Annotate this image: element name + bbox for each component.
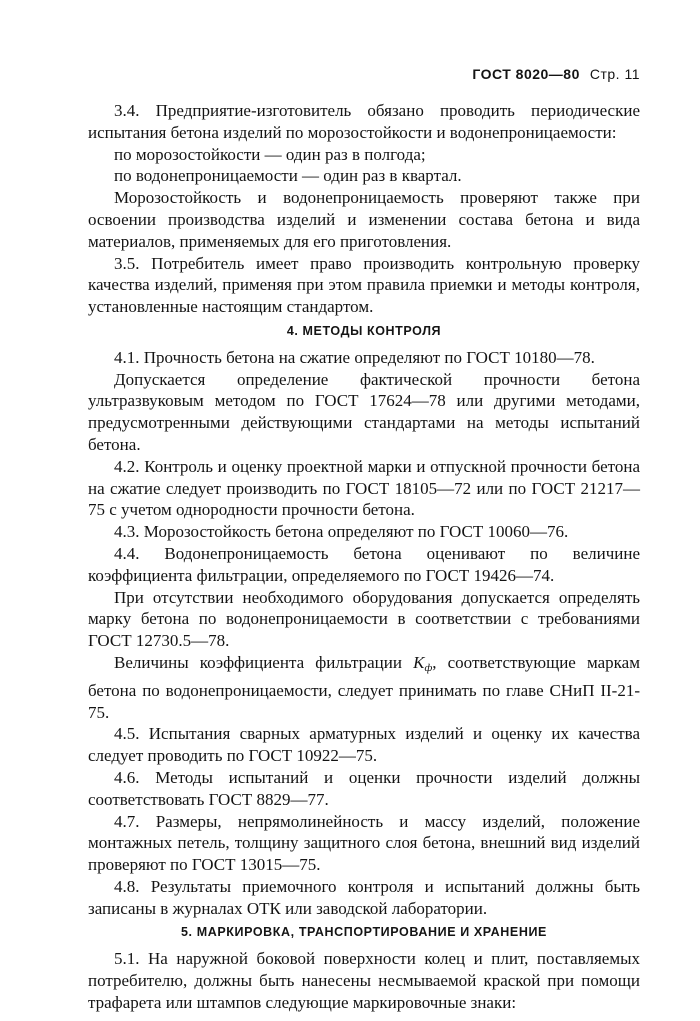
paragraph-4-7: 4.7. Размеры, непрямолинейность и массу изделий, положение монтажных петель, толщину защитного слоя бетона, внешний вид изделий проверяют по ГОСТ 13015—75. <box>88 811 640 875</box>
page-header <box>472 66 640 82</box>
paragraph-4-4-equipment: При отсутствии необходимого оборудования допускается определять марку бетона по водонепроницаемости в соответствии с требованиями ГОСТ 12730.5—78. <box>88 587 640 651</box>
paragraph-4-5: 4.5. Испытания сварных арматурных изделий и оценку их качества следует проводить по ГОСТ 10922—75. <box>88 724 640 766</box>
paragraph-frost-check: Морозостойкость и водонепроницаемость проверяют также при освоении производства изделий и изменении состава бетона и вида материалов, применяемых для его приготовления. <box>88 188 640 251</box>
paragraph-4-1-ultrasound: Допускается определение фактической прочности бетона ультразвуковым методом по ГОСТ 17624—78 или другими методами, предусмотренными действующими стандартами на методы испытаний бетона. <box>88 369 640 454</box>
list-item-frost: по морозостойкости — один раз в полгода; <box>114 144 426 164</box>
paragraph-4-1: 4.1. Прочность бетона на сжатие определяют по ГОСТ 10180—78. <box>114 347 595 367</box>
paragraph-4-3: 4.3. Морозостойкость бетона определяют по ГОСТ 10060—76. <box>114 522 569 542</box>
paragraph-4-6: 4.6. Методы испытаний и оценки прочности изделий должны соответствовать ГОСТ 8829—77. <box>88 767 640 809</box>
document-body <box>88 100 640 1014</box>
coefficient-symbol: K <box>413 652 425 672</box>
standard-number: ГОСТ 8020—80 <box>472 66 580 82</box>
page-number: Стр. 11 <box>589 66 640 82</box>
coefficient-text-a: Величины коэффициента фильтрации <box>114 652 402 672</box>
list-item-water: по водонепроницаемости — один раз в квартал. <box>114 166 462 186</box>
section-4-heading: 4. МЕТОДЫ КОНТРОЛЯ <box>286 323 442 338</box>
paragraph-3-5: 3.5. Потребитель имеет право производить контрольную проверку качества изделий, применяя при этом правила приемки и методы контроля, установленные настоящим стандартом. <box>88 253 640 317</box>
paragraph-4-4: 4.4. Водонепроницаемость бетона оценивают по величине коэффициента фильтрации, определяемого по ГОСТ 19426—74. <box>88 543 640 585</box>
paragraph-4-8: 4.8. Результаты приемочного контроля и испытаний должны быть записаны в журналах ОТК или заводской лаборатории. <box>88 876 640 918</box>
paragraph-4-2: 4.2. Контроль и оценку проектной марки и отпускной прочности бетона на сжатие следует производить по ГОСТ 18105—72 или по ГОСТ 21217—75 с учетом однородности прочности бетона. <box>88 456 640 520</box>
paragraph-4-4-coefficient <box>88 652 640 723</box>
paragraph-3-4: 3.4. Предприятие-изготовитель обязано проводить периодические испытания бетона изделий по морозостойкости и водонепроницаемости: <box>88 101 640 142</box>
coefficient-text-b: , соответствующие маркам бетона по водонепроницаемости, следует принимать по главе СНиП II-21-75. <box>88 652 640 722</box>
section-5-heading: 5. МАРКИРОВКА, ТРАНСПОРТИРОВАНИЕ И ХРАНЕНИЕ <box>181 925 547 940</box>
paragraph-5-1: 5.1. На наружной боковой поверхности колец и плит, поставляемых потребителю, должны быть нанесены несмываемой краской при помощи трафарета или штампов следующие маркировочные знаки: <box>88 949 640 1012</box>
coefficient-subscript: ф <box>424 661 433 674</box>
